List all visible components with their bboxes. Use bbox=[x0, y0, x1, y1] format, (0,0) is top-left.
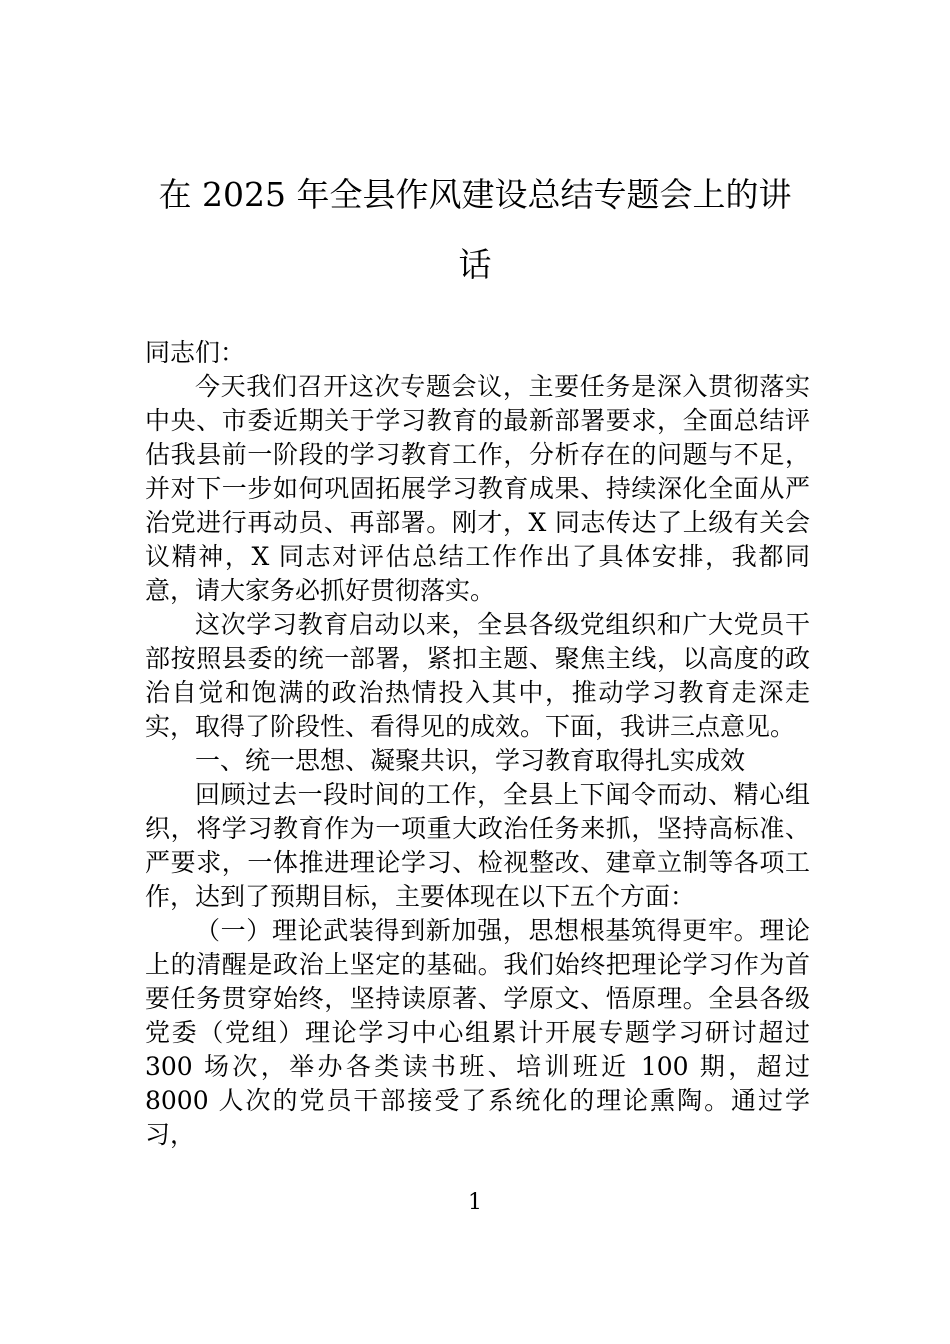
document-title-line-2: 话 bbox=[458, 245, 492, 284]
body-paragraph-3: 回顾过去一段时间的工作，全县上下闻令而动、精心组织，将学习教育作为一项重大政治任务来抓，坚持高标准、严要求，一体推进理论学习、检视整改、建章立制等各项工作，达到了预期目标，主要体现在以下五个方面： bbox=[145, 780, 810, 911]
document-body bbox=[145, 336, 810, 1152]
salutation: 同志们： bbox=[145, 338, 246, 367]
page-number: 1 bbox=[468, 1190, 482, 1215]
body-paragraph-1: 今天我们召开这次专题会议，主要任务是深入贯彻落实中央、市委近期关于学习教育的最新部署要求，全面总结评估我县前一阶段的学习教育工作，分析存在的问题与不足，并对下一步如何巩固拓展学习教育成果、持续深化全面从严治党进行再动员、再部署。刚才，X 同志传达了上级有关会议精神，X 同志对评估总结工作作出了具体安排，我都同意，请大家务必抓好贯彻落实。 bbox=[145, 372, 810, 605]
body-paragraph-2: 这次学习教育启动以来，全县各级党组织和广大党员干部按照县委的统一部署，紧扣主题、聚焦主线，以高度的政治自觉和饱满的政治热情投入其中，推动学习教育走深走实，取得了阶段性、看得见的成效。下面，我讲三点意见。 bbox=[145, 610, 810, 741]
document-title-line-1: 在 2025 年全县作风建设总结专题会上的讲 bbox=[158, 175, 792, 214]
subsection-paragraph: （一）理论武装得到新加强，思想根基筑得更牢。理论上的清醒是政治上坚定的基础。我们始终把理论学习作为首要任务贯穿始终，坚持读原著、学原文、悟原理。全县各级党委（党组）理论学习中心组累计开展专题学习研讨超过 300 场次，举办各类读书班、培训班近 100 期，超过 8000 人次的党员干部接受了系统化的理论熏陶。通过学习， bbox=[145, 916, 810, 1149]
section-heading: 一、统一思想、凝聚共识，学习教育取得扎实成效 bbox=[195, 746, 746, 775]
